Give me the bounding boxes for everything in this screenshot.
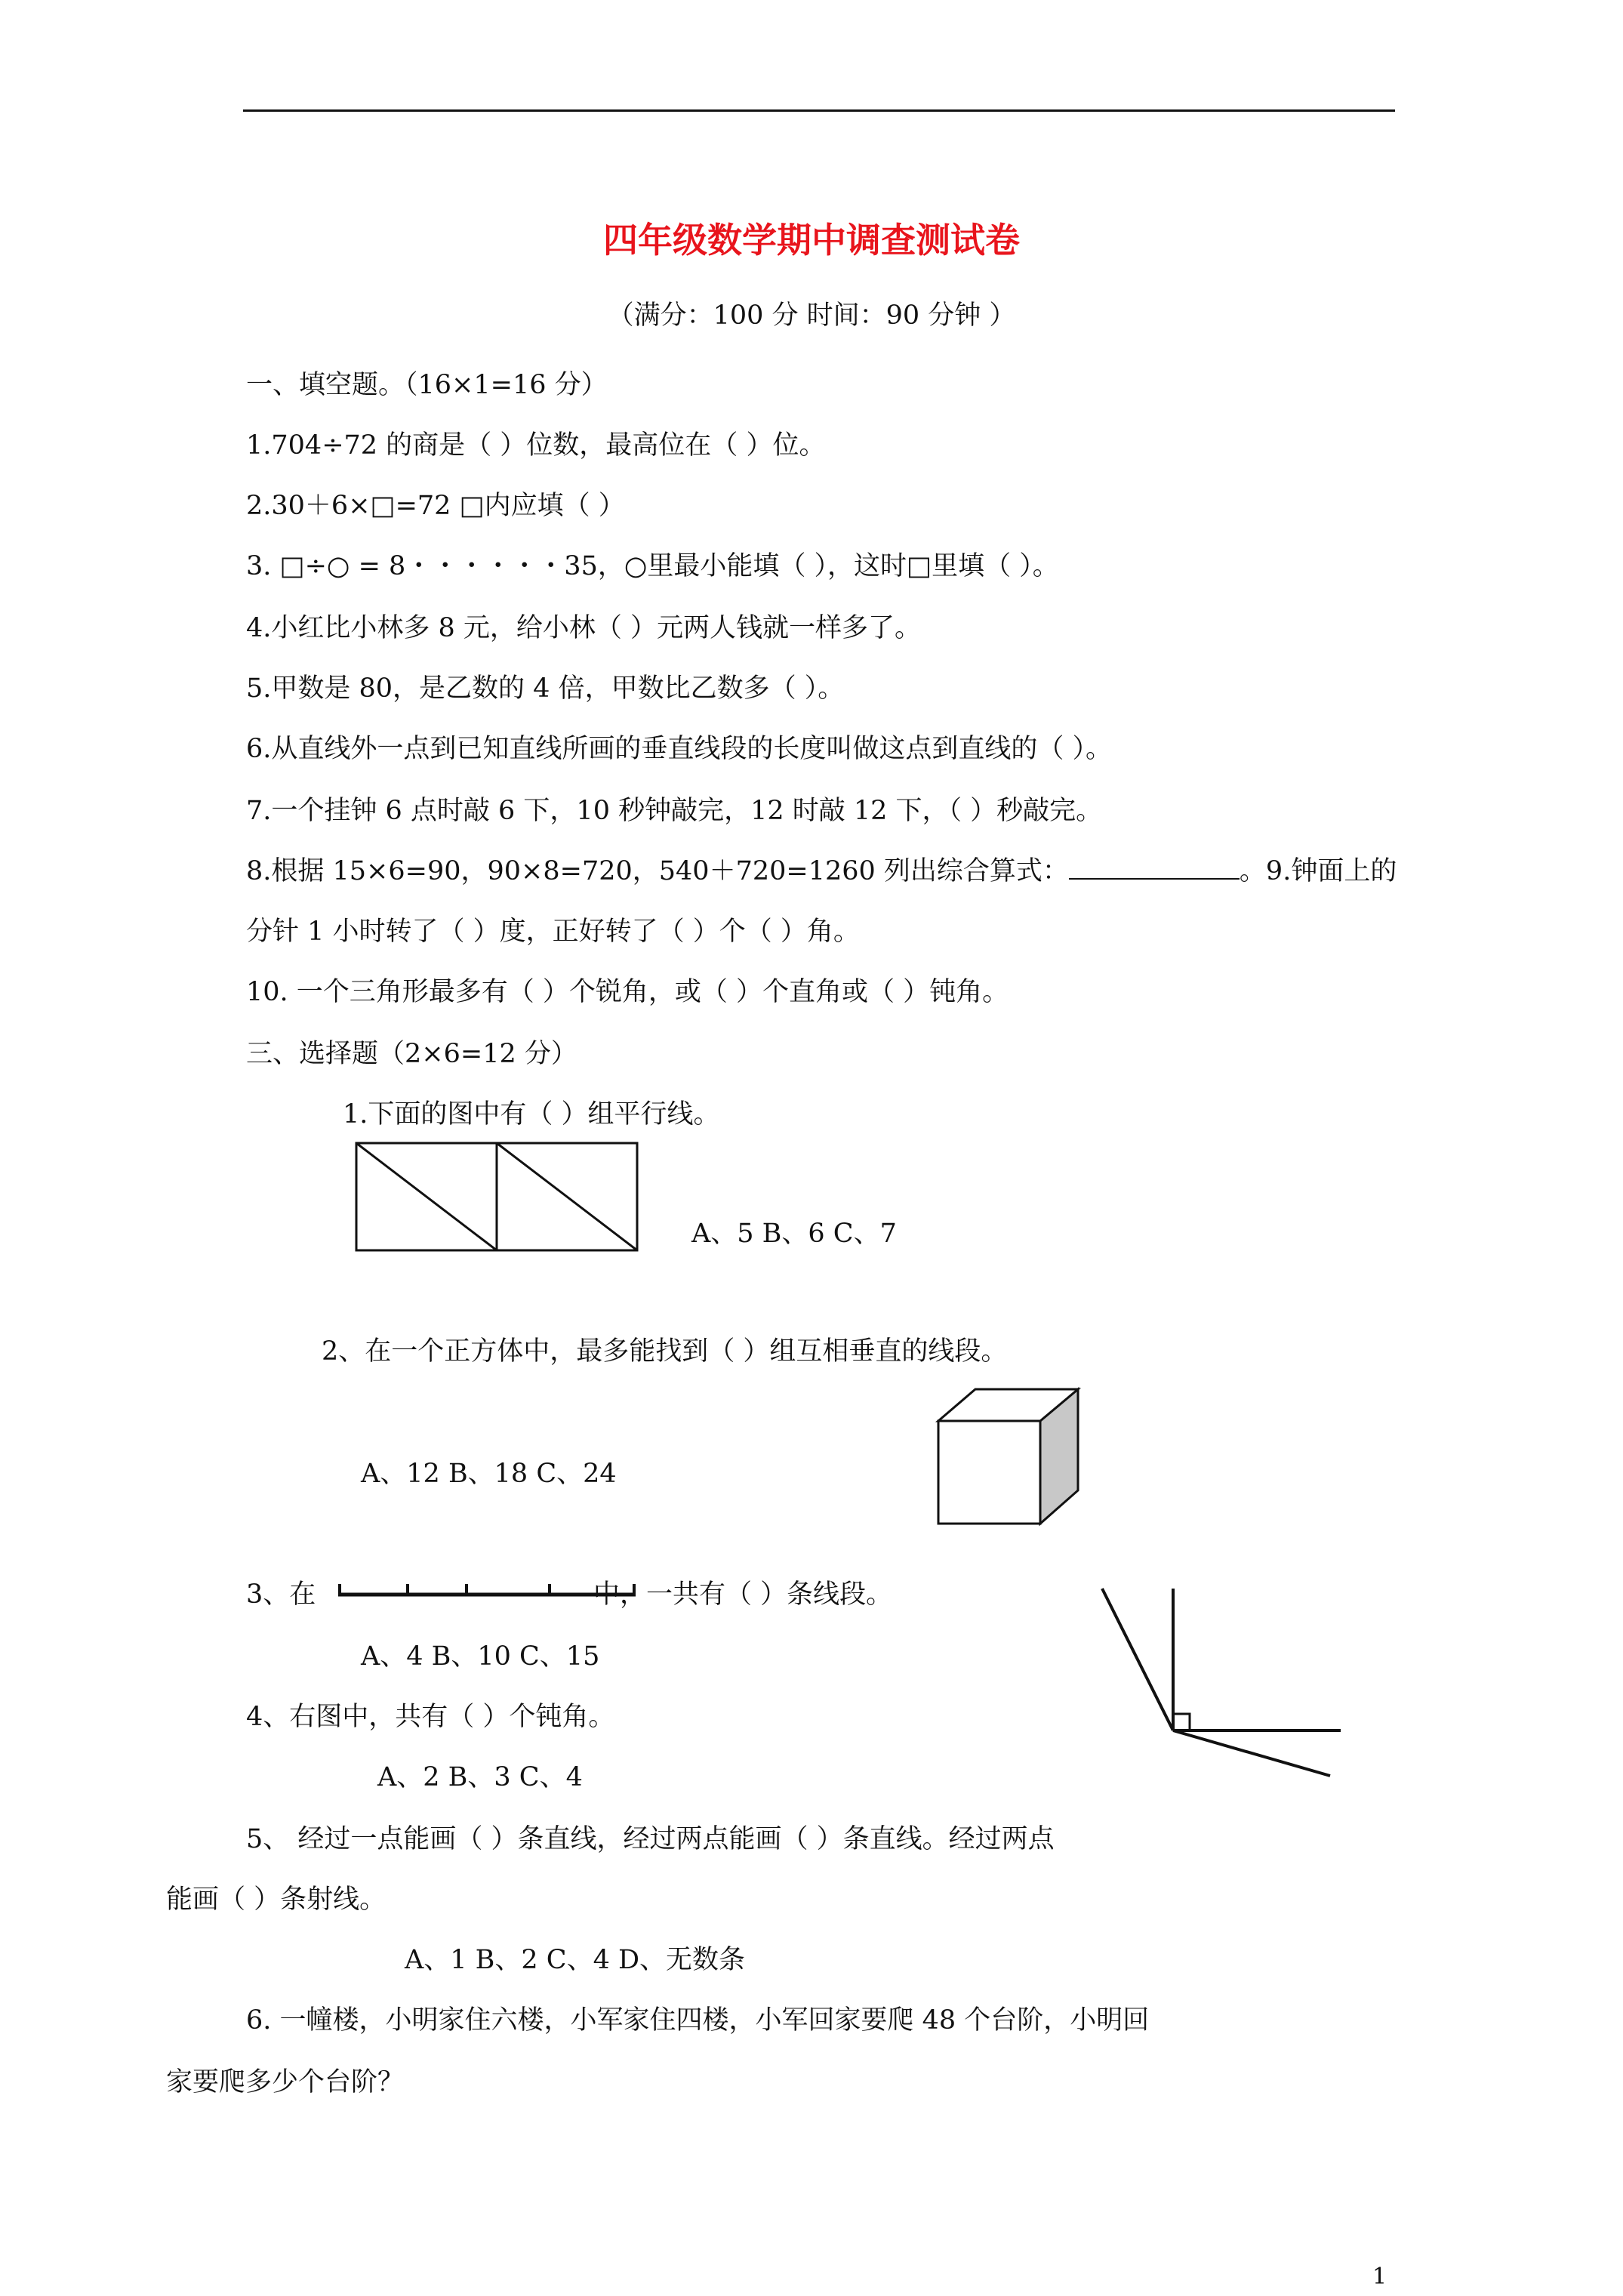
choice-q3-suffix: 中，一共有（ ）条线段。 (593, 1579, 893, 1610)
page-title: 四年级数学期中调查测试卷 (603, 220, 1020, 260)
choice-q2: 2、在一个正方体中，最多能找到（ ）组互相垂直的线段。 (322, 1336, 1008, 1367)
choice-q6-line-1: 6. 一幢楼，小明家住六楼，小军家住四楼，小军回家要爬 48 个台阶，小明回 (246, 2005, 1150, 2036)
fill-item-5: 5.甲数是 80，是乙数的 4 倍，甲数比乙数多（ ）。 (246, 673, 845, 704)
parallel-lines-figure (355, 1142, 642, 1253)
ray-left (1102, 1589, 1173, 1730)
page-number: 1 (1372, 2264, 1387, 2290)
fill-item-7: 7.一个挂钟 6 点时敲 6 下，10 秒钟敲完，12 时敲 12 下，（ ）秒敲完。 (246, 796, 1103, 826)
fill-item-4: 4.小红比小林多 8 元，给小林（ ）元两人钱就一样多了。 (246, 613, 922, 643)
left-diagonal (356, 1143, 497, 1250)
cube-front-face (938, 1421, 1040, 1524)
fill-item-8-end: 。 (1239, 856, 1266, 886)
choice-q3-prefix: 3、在 (246, 1579, 316, 1610)
choice-q1: 1.下面的图中有（ ）组平行线。 (343, 1099, 720, 1130)
right-angle-mark (1173, 1714, 1190, 1730)
right-diagonal (497, 1143, 637, 1250)
obtuse-angle-figure (1095, 1583, 1351, 1786)
fill-item-2: 2.30＋6×□=72 □内应填（ ） (246, 491, 625, 521)
choice-q5-line-2: 能画（ ）条射线。 (166, 1885, 387, 1915)
fill-item-8 (246, 855, 1397, 888)
fill-item-6: 6.从直线外一点到已知直线所画的垂直线段的长度叫做这点到直线的（ ）。 (246, 734, 1113, 764)
fill-item-9-start: 9.钟面上的 (1265, 856, 1397, 886)
section-1-heading: 一、填空题。（16×1=16 分） (246, 370, 608, 400)
choice-q4-options: A、2 B、3 C、4 (377, 1762, 583, 1792)
choice-q4: 4、右图中，共有（ ）个钝角。 (246, 1702, 615, 1732)
choice-q5-line-1: 5、 经过一点能画（ ）条直线，经过两点能画（ ）条直线。经过两点 (246, 1824, 1055, 1854)
fill-item-9: 分针 1 小时转了（ ）度，正好转了（ ）个（ ）角。 (246, 917, 860, 947)
answer-blank (1069, 855, 1240, 880)
choice-q3-options: A、4 B、10 C、15 (361, 1641, 600, 1672)
page-subtitle: （满分：100 分 时间：90 分钟 ） (607, 300, 1016, 331)
choice-q1-options: A、5 B、6 C、7 (691, 1219, 897, 1249)
choice-q6-line-2: 家要爬多少个台阶？ (166, 2067, 405, 2097)
fill-item-8-text: 8.根据 15×6=90，90×8=720，540＋720=1260 列出综合算式： (246, 856, 1069, 886)
fill-item-1: 1.704÷72 的商是（ ）位数，最高位在（ ）位。 (246, 430, 826, 461)
cube-figure (936, 1388, 1079, 1528)
section-3-heading: 三、选择题（2×6=12 分） (246, 1039, 577, 1069)
choice-q5-options: A、1 B、2 C、4 D、无数条 (405, 1945, 746, 1975)
fill-item-3: 3. □÷○ = 8・・・・・・35，○里最小能填（ ），这时□里填（ ）。 (246, 551, 1059, 581)
fill-item-10: 10. 一个三角形最多有（ ）个锐角，或（ ）个直角或（ ）钝角。 (246, 977, 1009, 1007)
choice-q2-options: A、12 B、18 C、24 (361, 1459, 617, 1489)
ray-down (1173, 1730, 1330, 1776)
header-rule (243, 109, 1395, 112)
